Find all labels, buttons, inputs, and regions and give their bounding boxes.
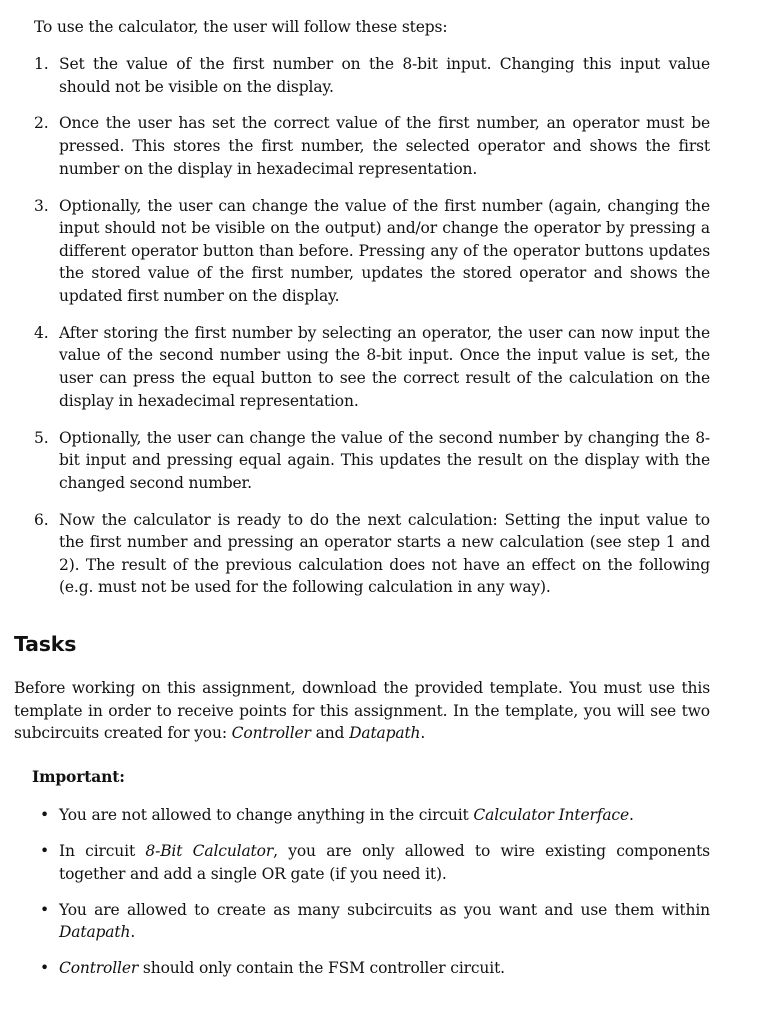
list-item <box>34 112 710 180</box>
bullet: • <box>40 842 49 861</box>
list-item <box>34 427 710 495</box>
tasks-paragraph <box>14 677 710 745</box>
rule-text-after: , you are only allowed to wire existing components together and add a single OR gate (if you need it). <box>59 842 710 883</box>
rule-text: You are allowed to create as many subcircuits as you want and use them within <box>59 900 710 919</box>
tasks-text-and: and <box>310 724 350 743</box>
step-number: 6. <box>34 510 49 529</box>
tasks-text: Before working on this assignment, download the provided template. You must use this template in order to receive points for this assignment. In the template, you will see two subcircuits created for you: <box>14 679 710 743</box>
step-number: 5. <box>34 428 49 447</box>
intro-text: To use the calculator, the user will follow these steps: <box>34 18 448 36</box>
bullet: • <box>40 959 49 978</box>
important-label: Important: <box>32 767 125 786</box>
rule-text-after: should only contain the FSM controller circuit. <box>138 959 505 978</box>
list-item <box>34 195 710 308</box>
list-item <box>34 322 710 412</box>
step-number: 2. <box>34 114 49 133</box>
bullet: • <box>40 806 49 824</box>
rules-list <box>38 804 710 994</box>
step-text: Set the value of the first number on the 8-bit input. Changing this input value should not be visible on the display. <box>59 55 710 96</box>
steps-list <box>34 53 710 613</box>
list-item <box>38 957 710 980</box>
list-item <box>34 509 710 599</box>
rule-italic: Datapath <box>59 923 131 942</box>
list-item <box>38 804 710 827</box>
step-text: Once the user has set the correct value of the first number, an operator must be pressed. This stores the first number, the selected operator and shows the first number on the display in hexadecimal representation. <box>59 114 710 178</box>
rule-text: In circuit <box>59 842 146 861</box>
step-text: After storing the first number by selecting an operator, the user can now input the value of the second number using the 8-bit input. Once the input value is set, the user can press the equal button to see the correct result of the calculation on the display in hexadecimal representation. <box>59 323 710 410</box>
list-item <box>34 53 710 98</box>
step-number: 1. <box>34 55 49 73</box>
rule-italic: Calculator Interface <box>473 806 629 824</box>
section-heading-tasks: Tasks <box>14 632 77 656</box>
rule-text-after: . <box>130 923 136 942</box>
datapath-name: Datapath <box>349 724 421 743</box>
step-number: 4. <box>34 323 49 342</box>
step-text: Now the calculator is ready to do the next calculation: Setting the input value to the first number and pressing an operator starts a new calculation (see step 1 and 2). The result of the previous calculation does not have an effect on the following (e.g. must not be used for the following calculation in any way). <box>59 510 710 597</box>
step-text: Optionally, the user can change the value of the second number by changing the 8-bit input and pressing equal again. This updates the result on the display with the changed second number. <box>59 428 710 492</box>
step-text: Optionally, the user can change the value of the first number (again, changing the input should not be visible on the output) and/or change the operator by pressing a different operator button than before. Pressing any of the operator buttons updates the stored value of the first number, updates the stored operator and shows the updated first number on the display. <box>59 196 710 305</box>
rule-italic: 8-Bit Calculator <box>145 842 274 861</box>
controller-name: Controller <box>231 724 311 743</box>
step-number: 3. <box>34 196 49 215</box>
rule-italic: Controller <box>59 959 139 978</box>
bullet: • <box>40 900 49 919</box>
rule-text-after: . <box>628 806 634 824</box>
list-item <box>38 840 710 885</box>
list-item <box>38 899 710 944</box>
rule-text: You are not allowed to change anything in the circuit <box>59 806 474 824</box>
tasks-text-end: . <box>420 724 426 743</box>
